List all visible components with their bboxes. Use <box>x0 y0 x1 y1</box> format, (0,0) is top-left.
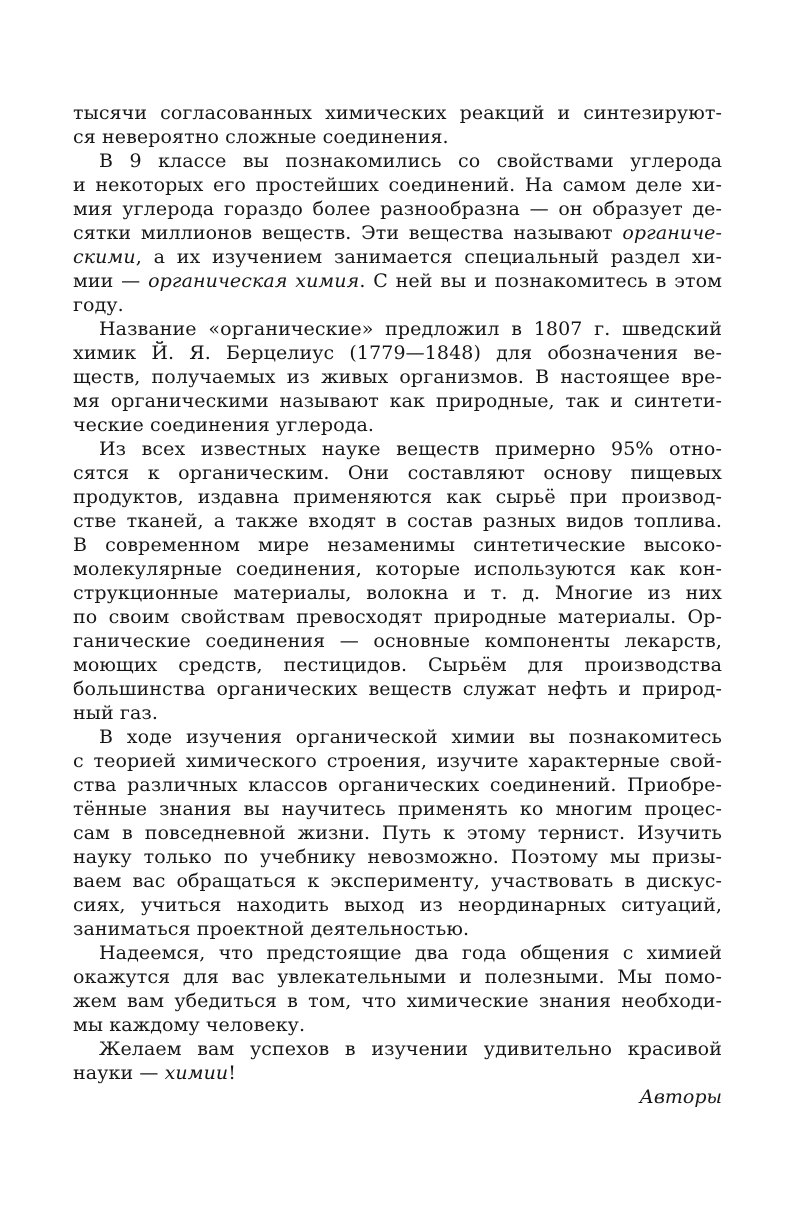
body-text: В 9 классе вы познакомились со свойствами углерода <box>99 150 722 172</box>
text-line <box>73 629 722 653</box>
text-line <box>73 485 722 509</box>
emphasized-text: скими <box>73 246 136 268</box>
text-line <box>73 365 722 389</box>
body-text: , а их изучением занимается специальный раздел хи- <box>135 246 722 268</box>
paragraph <box>73 101 722 149</box>
body-text: году. <box>73 294 124 316</box>
body-text: мия углерода гораздо более разнообразна — он образует де- <box>73 198 722 220</box>
paragraphs-container <box>73 101 722 1085</box>
body-text: жем вам убедиться в том, что химические знания необходи- <box>73 990 722 1012</box>
text-line <box>73 869 722 893</box>
body-text: продуктов, издавна применяются как сырьё при производ- <box>73 486 722 508</box>
paragraph <box>73 437 722 725</box>
body-text: сиях, учиться находить выход из неординарных ситуаций, <box>73 894 722 916</box>
body-text: стве тканей, а также входят в состав разных видов топлива. <box>73 510 722 532</box>
text-line <box>73 149 722 173</box>
body-text: Из всех известных науке веществ примерно 95% отно- <box>99 438 722 460</box>
body-text: ществ, получаемых из живых организмов. В настоящее вре- <box>73 366 722 388</box>
author-signature: Авторы <box>639 1086 722 1108</box>
emphasized-text: органиче- <box>622 222 722 244</box>
paragraph <box>73 941 722 1037</box>
text-line <box>73 941 722 965</box>
body-text: Желаем вам успехов в изучении удивительно красивой <box>99 1038 722 1060</box>
paragraph <box>73 317 722 437</box>
body-text: Надеемся, что предстоящие два года общения с химией <box>99 942 722 964</box>
text-line <box>73 797 722 821</box>
body-text: Название «органические» предложил в 1807 г. шведский <box>99 318 722 340</box>
body-text: ческие соединения углерода. <box>73 414 375 436</box>
text-line <box>73 605 722 629</box>
emphasized-text: органическая химия <box>148 270 360 292</box>
text-line <box>73 413 722 437</box>
body-text: ный газ. <box>73 702 158 724</box>
text-line <box>73 1013 722 1037</box>
text-line <box>73 101 722 125</box>
text-line <box>73 389 722 413</box>
body-text: большинства органических веществ служат нефть и природ- <box>73 678 722 700</box>
body-text: науки — <box>73 1062 165 1084</box>
body-text: мии — <box>73 270 149 292</box>
body-text: ваем вас обращаться к эксперименту, участвовать в дискус- <box>73 870 722 892</box>
body-text: химик Й. Я. Берцелиус (1779—1848) для обозначения ве- <box>73 342 722 364</box>
text-line <box>73 269 722 293</box>
page-text <box>73 101 722 1109</box>
body-text: тённые знания вы научитесь применять ко многим процес- <box>73 798 722 820</box>
body-text: молекулярные соединения, которые используются как кон- <box>73 558 722 580</box>
text-line <box>73 1037 722 1061</box>
body-text: сятся к органическим. Они составляют основу пищевых <box>73 462 722 484</box>
paragraph <box>73 725 722 941</box>
body-text: ства различных классов органических соединений. Приобре- <box>73 774 722 796</box>
text-line <box>73 125 722 149</box>
text-line <box>73 917 722 941</box>
text-line <box>73 773 722 797</box>
text-line <box>73 557 722 581</box>
body-text: сятки миллионов веществ. Эти вещества называют <box>73 222 623 244</box>
body-text: В ходе изучения органической химии вы познакомитесь <box>99 726 722 748</box>
text-line <box>73 509 722 533</box>
text-line <box>73 437 722 461</box>
body-text: науку только по учебнику невозможно. Поэтому мы призы- <box>73 846 722 868</box>
text-line <box>73 677 722 701</box>
text-line <box>73 845 722 869</box>
body-text: окажутся для вас увлекательными и полезными. Мы помо- <box>73 966 722 988</box>
body-text: ся невероятно сложные соединения. <box>73 126 449 148</box>
text-line <box>73 725 722 749</box>
body-text: заниматься проектной деятельностью. <box>73 918 470 940</box>
text-line <box>73 293 722 317</box>
text-line <box>73 893 722 917</box>
text-line <box>73 341 722 365</box>
body-text: струкционные материалы, волокна и т. д. Многие из них <box>73 582 722 604</box>
body-text: . С ней вы и познакомитесь в этом <box>359 270 722 292</box>
text-line <box>73 173 722 197</box>
text-line <box>73 989 722 1013</box>
text-line <box>73 221 722 245</box>
body-text: моющих средств, пестицидов. Сырьём для производства <box>73 654 722 676</box>
text-line <box>73 245 722 269</box>
body-text: мы каждому человеку. <box>73 1014 306 1036</box>
body-text: и некоторых его простейших соединений. На самом деле хи- <box>73 174 722 196</box>
text-line <box>73 653 722 677</box>
text-line <box>73 701 722 725</box>
body-text: с теорией химического строения, изучите характерные свой- <box>73 750 722 772</box>
text-line <box>73 533 722 557</box>
text-line <box>73 461 722 485</box>
text-line <box>73 1061 722 1085</box>
text-line <box>73 749 722 773</box>
text-line <box>73 581 722 605</box>
text-line <box>73 317 722 341</box>
emphasized-text: химии <box>164 1062 229 1084</box>
body-text: В современном мире незаменимы синтетические высоко- <box>73 534 722 556</box>
body-text: сам в повседневной жизни. Путь к этому тернист. Изучить <box>73 822 722 844</box>
text-line <box>73 821 722 845</box>
text-line <box>73 965 722 989</box>
body-text: мя органическими называют как природные, так и синтети- <box>73 390 722 412</box>
paragraph <box>73 149 722 317</box>
paragraph <box>73 1037 722 1085</box>
body-text: тысячи согласованных химических реакций и синтезируют- <box>73 102 722 124</box>
text-line <box>73 197 722 221</box>
body-text: по своим свойствам превосходят природные материалы. Ор- <box>73 606 722 628</box>
body-text: ! <box>228 1062 237 1084</box>
body-text: ганические соединения — основные компоненты лекарств, <box>73 630 722 652</box>
